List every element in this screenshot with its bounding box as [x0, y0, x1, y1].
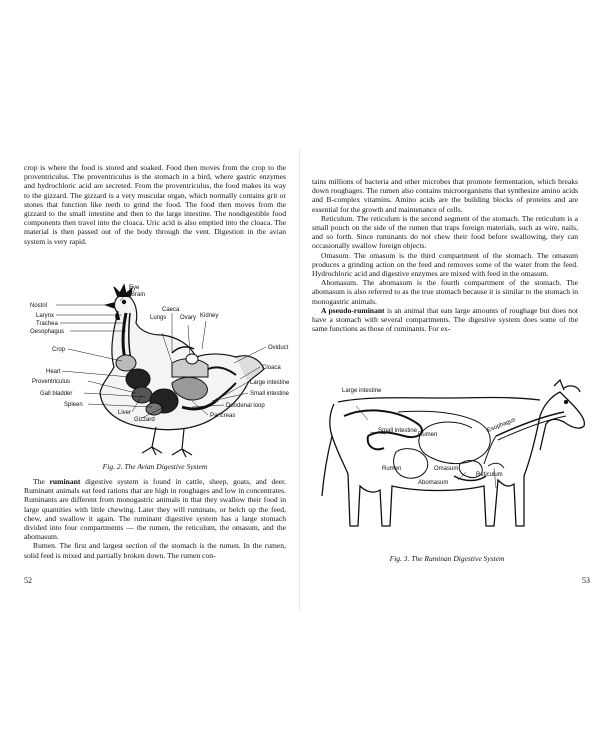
label-brain: Brain — [131, 292, 146, 298]
label-duodenal-loop: Duodenal loop — [226, 403, 265, 409]
label-cloaca: Cloaca — [262, 365, 281, 371]
fig3-label-abomasum: Abomasum — [418, 480, 449, 486]
fig2-caption: Fig. 2. The Avian Digestive System — [102, 462, 208, 471]
label-lungs: Lungs — [150, 315, 167, 321]
fig3-label-esophagus: Esophagus — [486, 417, 517, 434]
label-ovary: Ovary — [180, 315, 197, 321]
label-larynx: Larynx — [36, 313, 55, 319]
right-paragraph-reticulum: Reticulum. The reticulum is the second segment of the stomach. The reticulum is a small pouch on the side of the rumen that traps foreign materials, such as wire, nails, and so forth. Since ruminants do not chew their food before swallowing, they can occasionally swallow foreign objects. — [312, 213, 578, 251]
fig3-label-small-intestine: Small intestine — [378, 428, 418, 434]
right-paragraph-pseudo-ruminant: A pseudo-ruminant is an animal that eats large amounts of roughage but does not have a stomach with several compartments. The digestive system does some of the same functions as those of ruminants. For ex- — [312, 305, 578, 334]
left-paragraph-crop: crop is where the food is stored and soaked. Food then moves from the crop to the proventriculus. The proventriculus is the stomach in a bird, where gastric enzymes and hydrochloric acid are secreted. From the proventriculus, the food makes its way to the gizzard. The gizzard is a very muscular organ, which normally contains grit or stones that function like teeth to grind the food. The food then moves from the gizzard to the small intestine and then to the large intestine. The nondigestible food components then travel into the cloaca. Uric acid is also emptied into the cloaca. The material is then passed out of the body through the vent. Digestion in the avian system is very rapid. — [24, 163, 286, 246]
ruminant-digestive-figure — [308, 376, 598, 546]
label-nostril: Nostril — [30, 303, 48, 309]
label-caeca: Caeca — [162, 307, 180, 313]
right-paragraph-omasum: Omasum. The omasum is the third compartment of the stomach. The omasum produces a grinding action on the feed and removes some of the water from the feed. Hydrochloric acid and digestive enzymes are mixed with feed in the omasum. — [312, 250, 578, 279]
fig3-label-reticulum: Reticulum — [476, 472, 503, 478]
fig3-label-omasum: Omasum — [434, 466, 459, 472]
label-oviduct: Oviduct — [268, 345, 289, 351]
left-paragraph-ruminant: The ruminant digestive system is found in cattle, sheep, goats, and deer. Ruminant animals eat feed rations that are high in roughages and low in concentrates. Ruminants are different from monogastric animals in that they swallow their food in large quantities with little chewing. Later they will ruminate, or belch up the feed, chew, and swallow it again. The ruminant digestive system has a large stomach divided into four compartments — the rumen, the reticulum, the omasum, and the abomasum. — [24, 477, 286, 542]
right-text — [312, 177, 578, 333]
label-large-intestine: Large intestine — [250, 380, 290, 386]
fig3-label-rumen-low: Rumen — [382, 466, 402, 472]
right-page — [300, 0, 600, 750]
label-gizzard: Gizzard — [134, 417, 155, 423]
fig3-caption: Fig. 3. The Ruminan Digestive System — [389, 554, 505, 563]
label-pancreas: Pancreas — [210, 413, 236, 419]
label-heart: Heart — [46, 369, 61, 375]
page-number-left: 52 — [24, 576, 32, 585]
label-spleen: Spleen — [64, 402, 83, 408]
right-paragraph-abomasum: Abomasum. The abomasum is the fourth compartment of the stomach. The abomasum is also referred to as the true stomach because it is similar to the stomach in monogastric animals. — [312, 278, 578, 306]
label-kidney: Kidney — [200, 313, 219, 319]
page-number-right: 53 — [582, 576, 590, 585]
left-paragraph-rumen: Rumen. The first and largest section of the stomach is the rumen. In the rumen, solid feed is mixed and partially broken down. The rumen con- — [24, 541, 286, 560]
label-crop: Crop — [52, 347, 66, 353]
label-proventriculus: Proventriculus — [32, 379, 71, 385]
avian-digestive-figure — [22, 283, 304, 468]
label-liver: Liver — [118, 410, 132, 416]
label-gall-bladder: Gall bladder — [40, 391, 73, 397]
fig3-label-rumen-top: Rumen — [418, 432, 438, 438]
label-small-intestine: Small intestine — [250, 391, 290, 397]
label-eye: Eye — [129, 285, 140, 291]
label-oesophagus: Oesophagus — [30, 329, 65, 335]
cow-illustration — [322, 380, 584, 526]
left-text-top — [24, 163, 286, 246]
label-trachea: Trachea — [36, 321, 58, 327]
left-text-bottom — [24, 477, 286, 560]
fig3-label-large-intestine: Large intestine — [342, 388, 382, 394]
right-paragraph-rumen-cont: tains millions of bacteria and other microbes that promote fermentation, which breaks down roughages. The rumen also contains microorganisms that synthesize amino acids and B-complex vitamins. Amino acids are the building blocks of proteins and are essential for the growth and maintenance of cells. — [312, 177, 578, 214]
